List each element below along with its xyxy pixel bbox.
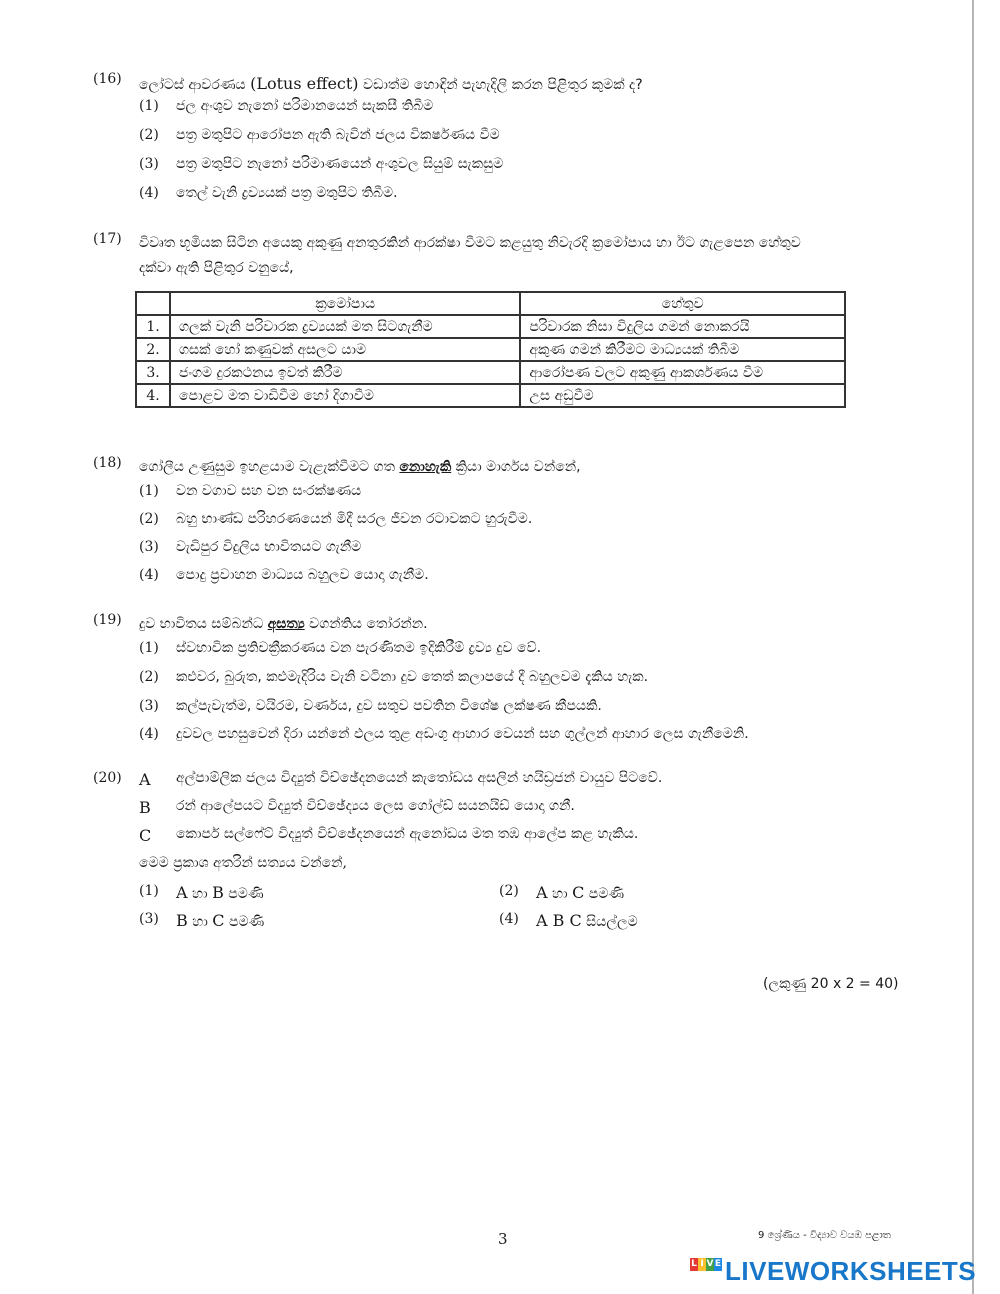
question-number: (20) <box>93 770 122 786</box>
logo-text: LIVEWORKSHEETS <box>725 1255 977 1286</box>
table-row[interactable]: 3. ජංගම දුරකථනය ඉවත් කිරීම ආරෝපණ වලට අකුණු ආකර්ශණය වීම <box>136 361 845 384</box>
liveworksheets-logo[interactable] <box>690 1256 976 1286</box>
question-text: ගෝලීය උණුසුම ඉහළයාම වැළැක්වීමට ගත නොහැකි ක්‍රියා මාර්ගය වන්නේ, <box>139 459 581 475</box>
question-text: ලෝටස් ආවරණය (Lotus effect) වඩාත්ම හොඳින් පැහැදිලි කරන පිළිතුර කුමක් ද? <box>139 74 643 93</box>
question-number: (19) <box>93 612 122 628</box>
table-row[interactable]: 4. පොළව මත වාඩිවීම හෝ දිගාවීම උස අඩුවීම <box>136 384 845 407</box>
table-row[interactable]: 1. ගලක් වැනි පරිවාරක ද්‍රව්‍යයක් මත සිටගැනීම පරිවාරක නිසා විදුලිය ගමන් නොකරයි <box>136 315 845 338</box>
question-text: විවෘත භූමියක සිටින අයෙකු අකුණු අනතුරකින් ආරක්ෂා වීමට කළයුතු නිවැරදි ක්‍රමෝපාය හා ඊට ගැළපෙන හේතුව දක්වා ඇති පිළිතුර වනුයේ, <box>139 235 801 276</box>
marks-summary: (ලකුණු 20 x 2 = 40) <box>763 976 899 992</box>
strategy-table <box>135 291 846 408</box>
footer-note: 9 ශ්‍රේණිය - විද්‍යාව වයඹ පළාත <box>758 1230 891 1241</box>
table-header: හේතුව <box>520 292 845 315</box>
question-number: (18) <box>93 455 122 471</box>
table-row[interactable]: 2. ගසක් හෝ කණුවක් අසලට යාම අකුණ ගමන් කිරීමට මාධ්‍යයක් තිබීම <box>136 338 845 361</box>
table-header: ක්‍රමෝපාය <box>170 292 520 315</box>
page-number: 3 <box>498 1230 508 1248</box>
table-header-row <box>136 292 845 315</box>
question-number: (16) <box>93 71 122 87</box>
question-text: දුව භාවිතය සම්බන්ධ අසත්‍ය වගන්තිය තෝරන්න. <box>139 616 428 632</box>
logo-badge-icon: L I V E <box>691 1259 722 1269</box>
question-number: (17) <box>93 231 122 247</box>
